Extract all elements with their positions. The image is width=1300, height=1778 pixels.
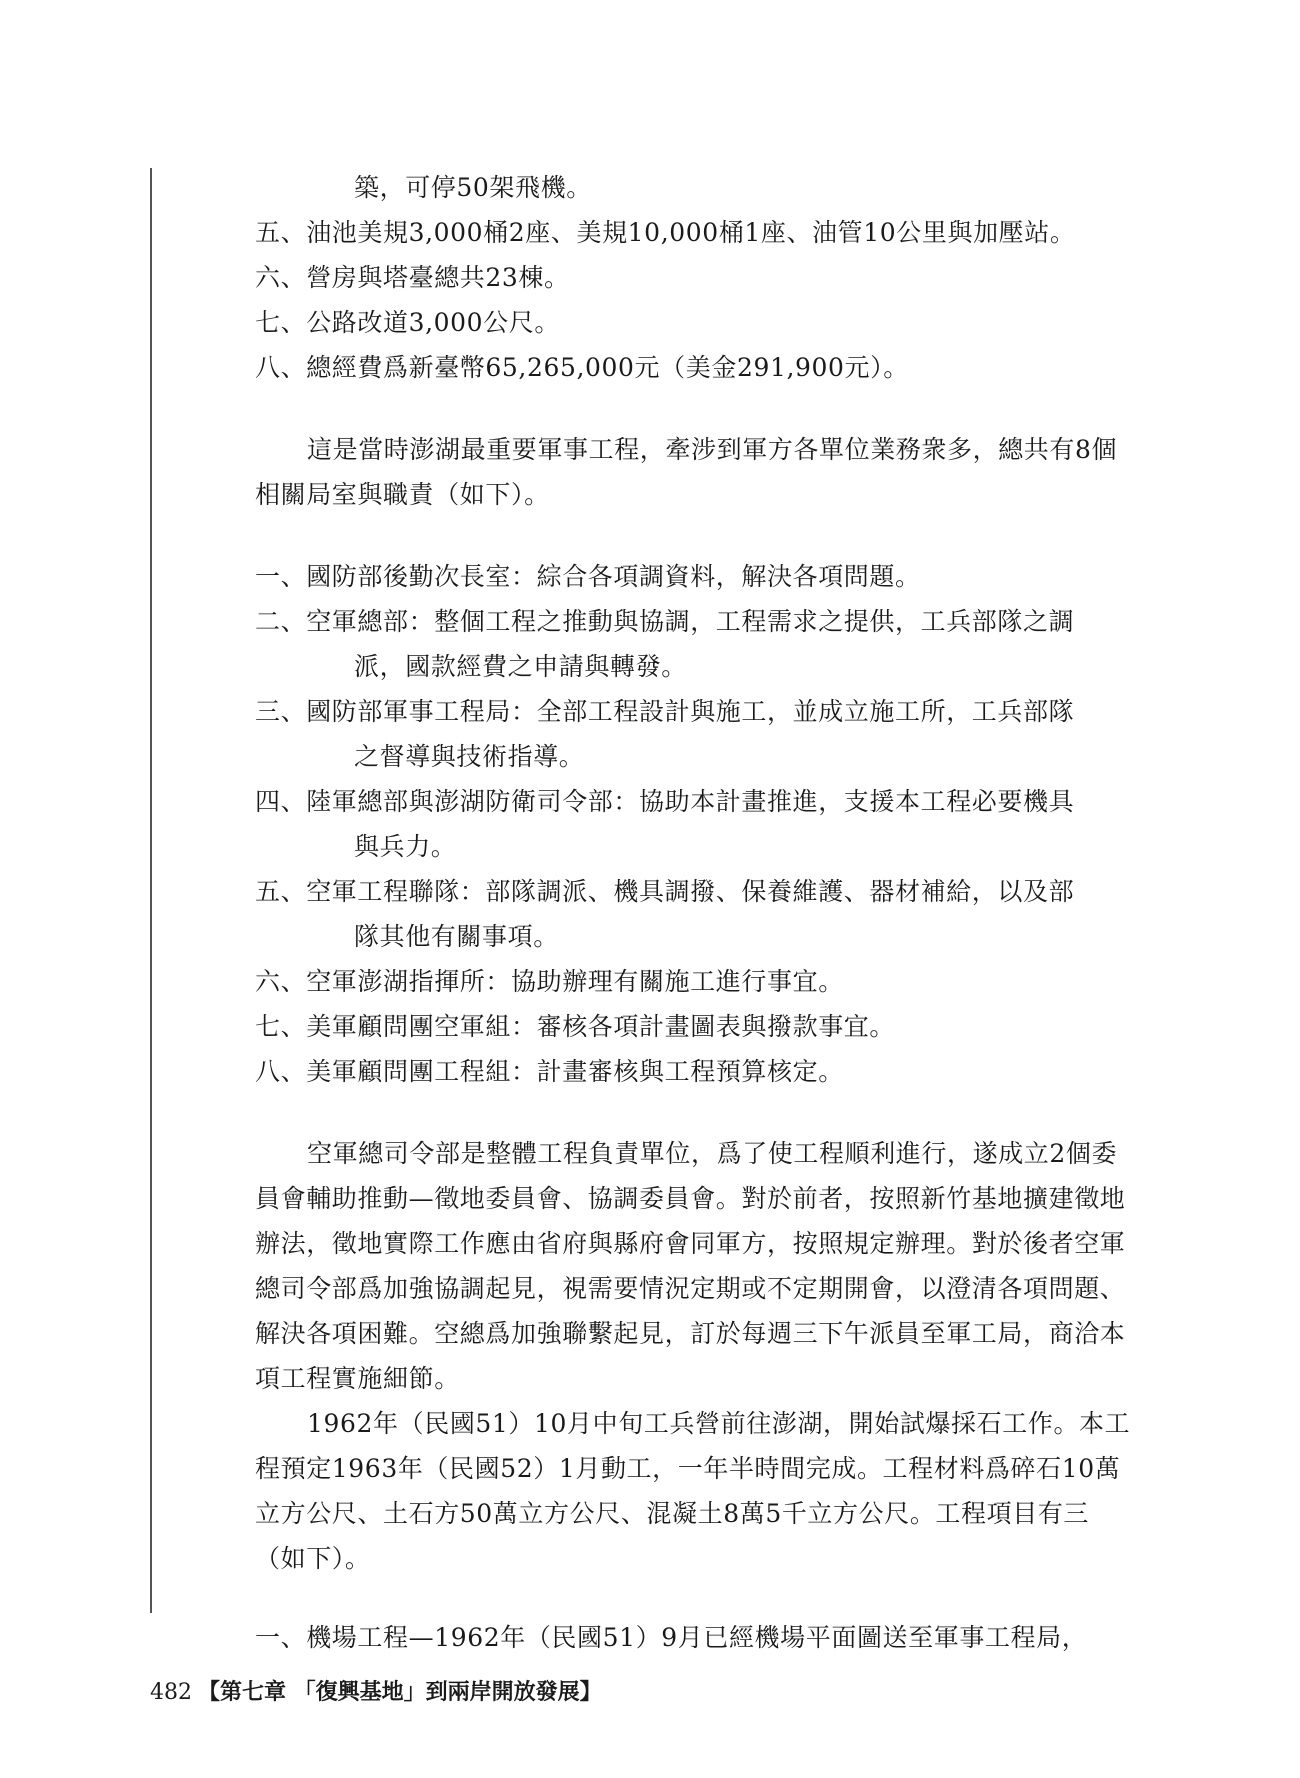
list-item xyxy=(255,1049,1140,1094)
item-number: 一、 xyxy=(255,1623,307,1652)
list-item xyxy=(255,869,1140,914)
item-number: 三、 xyxy=(255,697,307,726)
item-text: 空軍工程聯隊：部隊調派、機具調撥、保養維護、器材補給，以及部 xyxy=(306,877,1075,906)
list-item: 築，可停50架飛機。 xyxy=(354,173,592,202)
list-item-continuation: 隊其他有關事項。 xyxy=(354,922,559,951)
item-number: 七、 xyxy=(255,1012,307,1041)
item-number: 五、 xyxy=(255,218,307,247)
paragraph-line: 程預定1963年（民國52）1月動工，一年半時間完成。工程材料爲碎石10萬 xyxy=(255,1454,1121,1483)
list-item xyxy=(255,210,1140,255)
paragraph xyxy=(255,427,1140,517)
list-item xyxy=(255,554,1140,599)
item-text: 陸軍總部與澎湖防衛司令部：協助本計畫推進，支援本工程必要機具 xyxy=(306,787,1075,816)
paragraph-line: 相關局室與職責（如下）。 xyxy=(255,480,550,509)
page-body xyxy=(255,165,1140,1660)
paragraph-line: 員會輔助推動—徵地委員會、協調委員會。對於前者，按照新竹基地擴建徵地 xyxy=(255,1184,1126,1213)
list-item-continuation: 之督導與技術指導。 xyxy=(354,742,585,771)
item-text: 國防部後勤次長室：綜合各項調資料，解決各項問題。 xyxy=(306,562,921,591)
paragraph-line: 解決各項困難。空總爲加強聯繫起見，訂於每週三下午派員至軍工局，商洽本 xyxy=(255,1319,1126,1348)
item-text: 空軍澎湖指揮所：協助辦理有關施工進行事宜。 xyxy=(306,967,844,996)
item-text: 公路改道3,000公尺。 xyxy=(306,308,560,337)
list-item xyxy=(255,779,1140,824)
item-number: 五、 xyxy=(255,877,307,906)
chapter-title: 【第七章 「復興基地」到兩岸開放發展】 xyxy=(198,1679,602,1705)
item-number: 八、 xyxy=(255,353,307,382)
list-item xyxy=(255,1004,1140,1049)
page-number: 482 xyxy=(150,1680,192,1705)
item-text: 機場工程—1962年（民國51）9月已經機場平面圖送至軍事工程局， xyxy=(306,1623,1088,1652)
paragraph-line: （如下）。 xyxy=(255,1544,371,1573)
paragraph-line: 辦法，徵地實際工作應由省府與縣府會同軍方，按照規定辦理。對於後者空軍 xyxy=(255,1229,1126,1258)
item-number: 二、 xyxy=(255,607,307,636)
item-text: 美軍顧問團工程組：計畫審核與工程預算核定。 xyxy=(306,1057,844,1086)
paragraph-line: 空軍總司令部是整體工程負責單位，爲了使工程順利進行，遂成立2個委 xyxy=(307,1139,1118,1168)
item-text: 總經費爲新臺幣65,265,000元（美金291,900元）。 xyxy=(306,353,909,382)
list-item xyxy=(255,689,1140,734)
item-number: 八、 xyxy=(255,1057,307,1086)
list-item-continuation: 與兵力。 xyxy=(354,832,457,861)
list-item xyxy=(255,300,1140,345)
item-number: 六、 xyxy=(255,967,307,996)
item-number: 六、 xyxy=(255,263,307,292)
list-item xyxy=(255,345,1140,390)
page-footer xyxy=(150,1675,602,1706)
item-text: 美軍顧問團空軍組：審核各項計畫圖表與撥款事宜。 xyxy=(306,1012,896,1041)
item-number: 七、 xyxy=(255,308,307,337)
item-text: 營房與塔臺總共23棟。 xyxy=(306,263,570,292)
list-item xyxy=(255,599,1140,644)
item-number: 四、 xyxy=(255,787,307,816)
paragraph-line: 這是當時澎湖最重要軍事工程，牽涉到軍方各單位業務衆多，總共有8個 xyxy=(307,435,1118,464)
item-text: 國防部軍事工程局：全部工程設計與施工，並成立施工所，工兵部隊 xyxy=(306,697,1075,726)
list-item xyxy=(255,255,1140,300)
responsibility-list xyxy=(255,554,1140,1094)
list-item xyxy=(255,959,1140,1004)
paragraph-line: 1962年（民國51）10月中旬工兵營前往澎湖，開始試爆採石工作。本工 xyxy=(307,1409,1131,1438)
item-number: 一、 xyxy=(255,562,307,591)
margin-rule xyxy=(150,168,152,1613)
item-text: 空軍總部：整個工程之推動與協調，工程需求之提供，工兵部隊之調 xyxy=(306,607,1075,636)
list-item xyxy=(255,1615,1140,1660)
list-item-continuation: 派，國款經費之申請與轉發。 xyxy=(354,652,687,681)
paragraph xyxy=(255,1401,1140,1581)
paragraph-line: 項工程實施細節。 xyxy=(255,1364,460,1393)
paragraph-line: 立方公尺、土石方50萬立方公尺、混凝土8萬5千立方公尺。工程項目有三 xyxy=(255,1499,1090,1528)
paragraph-line: 總司令部爲加強協調起見，視需要情況定期或不定期開會，以澄清各項問題、 xyxy=(255,1274,1126,1303)
item-text: 油池美規3,000桶2座、美規10,000桶1座、油管10公里與加壓站。 xyxy=(306,218,1076,247)
paragraph xyxy=(255,1131,1140,1401)
